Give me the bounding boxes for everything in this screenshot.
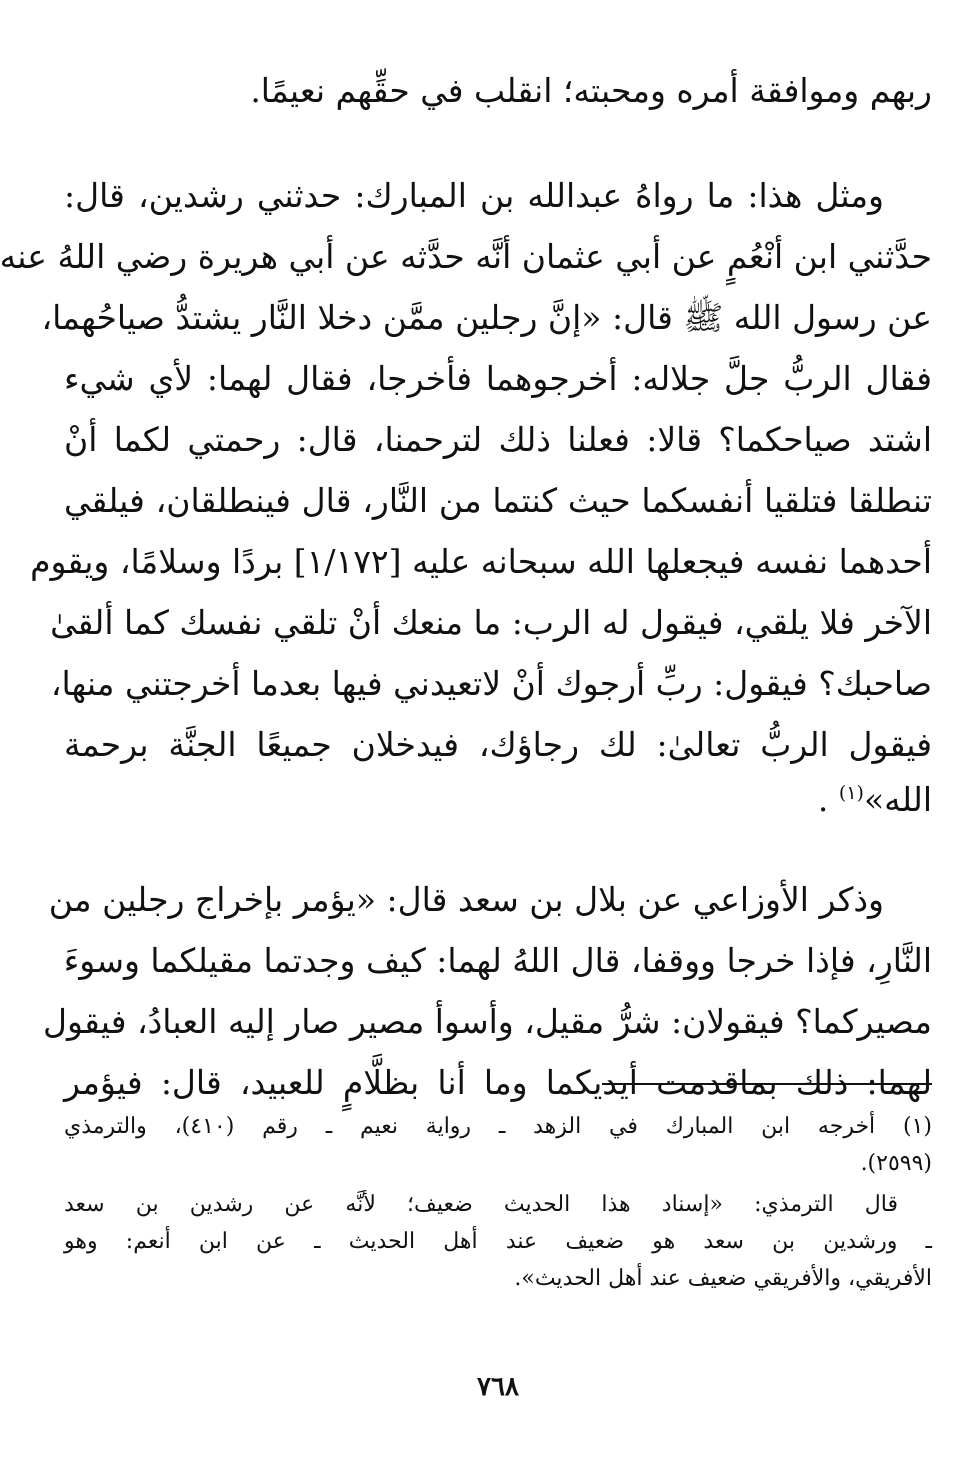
paragraph-2-last-line (64, 775, 932, 825)
paragraph-2-end-period: . (817, 780, 829, 819)
main-text (0, 60, 932, 1113)
paragraph-3-line-2: النَّارِ، فإذا خرجا ووقفا، قال اللهُ لهما: كيف وجدتما مقيلكما وسوءَ (63, 941, 932, 980)
footnote-reference[interactable]: (١) (838, 782, 864, 804)
footnote-separator (602, 1083, 932, 1085)
paragraph-2-last-word: الله» (863, 780, 932, 819)
paragraph-2-line-6: تنطلقا فتلقيا أنفسكما حيث كنتما من النَّار، قال فينطلقان، فيلقي (64, 481, 932, 520)
paragraph-2-line-7: أحدهما نفسه فيجعلها الله سبحانه عليه [١/١٧٢] بردًا وسلامًا، ويقوم (30, 542, 932, 581)
footnote-2-line-3: الأفريقي، والأفريقي ضعيف عند أهل الحديث». (514, 1266, 932, 1291)
paragraph-3-line-1: وذكر الأوزاعي عن بلال بن سعد قال: «يؤمر بإخراج رجلين من (48, 880, 884, 919)
paragraph-3-line-4: لهما: ذلك بماقدمت أيديكما وما أنا بظلَّامٍ للعبيد، قال: فيؤمر (64, 1063, 932, 1102)
footnote-2-line-1: قال الترمذي: «إسناد هذا الحديث ضعيف؛ لأنَّه عن رشدين بن سعد (64, 1192, 898, 1217)
footnotes (64, 1108, 932, 1297)
paragraph-2-line-4: فقال الربُّ جلَّ جلاله: أخرجوهما فأخرجا، فقال لهما: لأي شيء (64, 359, 932, 398)
paragraph-2-line-1: ومثل هذا: ما رواهُ عبدالله بن المبارك: حدثني رشدين، قال: (64, 176, 884, 215)
paragraph-3-line-3: مصيركما؟ فيقولان: شرُّ مقيل، وأسوأ مصير صار إليه العبادُ، فيقول (43, 1002, 932, 1041)
paragraph-2-line-8: الآخر فلا يلقي، فيقول له الرب: ما منعك أنْ تلقي نفسك كما ألقىٰ (50, 603, 932, 642)
paragraph-2-line-3: عن رسول الله ﷺ قال: «إنَّ رجلين ممَّن دخلا النَّار يشتدُّ صياحُهما، (41, 298, 932, 337)
paragraph-gap (64, 825, 932, 869)
page-number: ٧٦٨ (477, 1372, 519, 1402)
footnote-1-line-2: (٢٥٩٩). (860, 1151, 932, 1176)
paragraph-2-line-2: حدَّثني ابن أنْعُمٍ عن أبي عثمان أنَّه حدَّثه عن أبي هريرة رضي اللهُ عنه (0, 237, 932, 276)
paragraph-gap (64, 121, 932, 165)
paragraph-1-line-1: ربهم وموافقة أمره ومحبته؛ انقلب في حقِّهم نعيمًا. (250, 71, 932, 110)
paragraph-2-line-9: صاحبك؟ فيقول: ربِّ أرجوك أنْ لاتعيدني فيها بعدما أخرجتني منها، (50, 664, 932, 703)
footnote-2-line-2: ـ ورشدين بن سعد هو ضعيف عند أهل الحديث ـ عن ابن أنعم: وهو (64, 1229, 932, 1254)
footnote-1-line-1: (١) أخرجه ابن المبارك في الزهد ـ رواية نعيم ـ رقم (٤١٠)، والترمذي (64, 1114, 932, 1139)
paragraph-2-line-5: اشتد صياحكما؟ قالا: فعلنا ذلك لترحمنا، قال: رحمتي لكما أنْ (64, 420, 932, 459)
paragraph-2-line-10: فيقول الربُّ تعالىٰ: لك رجاؤك، فيدخلان جميعًا الجنَّة برحمة (64, 725, 932, 764)
